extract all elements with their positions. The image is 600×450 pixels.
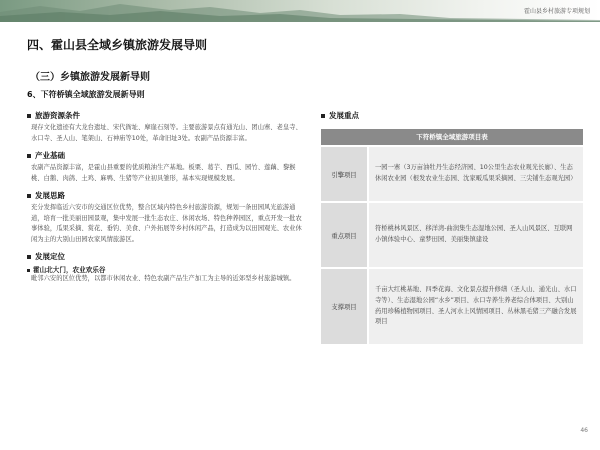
section-title: 发展思路 [27,190,307,201]
section-title: 旅游资源条件 [27,110,307,121]
section-text: 充分发挥临近六安市的交通区位优势，整合区域内特色乡村旅游资源，规划一条田园风光旅游通道，培育一批美丽田园景观，集中发展一批生态农庄、休闲农场、特色种养园区，重点开发一批农事体验，瓜果采摘、赏花、垂钓、美食、户外拓展等乡村休闲产品，打造成为以田园观光、农业休闲为主的大别山田园农家风情旅游区。 [31,204,302,243]
positioning-section [27,251,307,285]
square-bullet-icon [27,154,31,158]
table-row [321,267,583,344]
section-text: 毗邻六安的区位优势，以都市休闲农业、特色农副产品生产加工为主导的近郊型乡村旅游城镇。 [31,275,296,282]
row-content: 千亩大红桃基地、四季花海、文化景点提升修缮（圣人山、通光山、水口寺等）、生态湿地公园“水乡”项目、水口寺养生养老综合体项目、大别山药用珍稀植物园项目、圣人河水上风情园项目、丛林黑毛猪三产融合发展项目 [367,269,583,344]
square-bullet-icon [27,114,31,118]
running-head: 霍山县乡村旅游专项规划 [523,8,590,15]
section-heading: （三）乡镇旅游发展新导则 [30,72,150,83]
section-text: 现存文化遗迹有大龙台遗址、宋代衙址、摩崖石刻等。主要旅游景点有通光山、团山寨、老皇寺、水口寺、圣人山、笔架山、石神庙等10处，革命旧址3处。农副产品资源丰富。 [31,124,302,142]
strategy-section [27,190,307,245]
row-label: 引擎项目 [321,147,367,201]
row-label: 重点项目 [321,203,367,267]
resource-section [27,110,307,144]
square-bullet-icon [321,114,325,118]
dot-bullet-icon [27,269,30,272]
row-label: 支撑项目 [321,269,367,344]
positioning-slogan: 霍山北大门，农业欢乐谷 [27,264,307,274]
chapter-heading: 四、霍山县全域乡镇旅游发展导则 [27,38,208,52]
mountain-landscape-graphic [0,0,600,22]
row-content: 符桥桃林风景区、移洋湾-曲润集生态湿地公园、圣人山风景区、互联网小镇体验中心、童梦田园、美丽集镇建设 [367,203,583,267]
table-title: 下符桥镇全域旅游项目表 [321,129,583,145]
right-column [321,110,583,344]
square-bullet-icon [27,255,31,259]
section-title: 发展重点 [321,110,583,121]
table-row [321,145,583,201]
section-title: 发展定位 [27,251,307,262]
section-text: 农副产品资源丰富，是霍山县重要的优质粮油生产基地。板栗、葛芋、西瓜、园竹、莲藕、黎猴桃、白鹅、肉鸽、土鸡、麻鸭、生猪等产业初具雏形，基本实现规模发展。 [31,164,296,182]
project-table [321,129,583,344]
industry-section [27,150,307,184]
left-column [27,110,307,291]
row-content: 一园一寨（3万亩油牡丹生态经济园、10公里生态农业观光长廊）、生态休闲农业园（根发农业生态园、沈家畈瓜果采摘园、三尖铺生态观光园） [367,147,583,201]
section-title: 产业基础 [27,150,307,161]
square-bullet-icon [27,194,31,198]
header-banner [0,0,600,22]
table-row [321,201,583,267]
subsection-heading: 6、下符桥镇全域旅游发展新导则 [27,90,145,99]
page-number: 46 [580,427,588,434]
